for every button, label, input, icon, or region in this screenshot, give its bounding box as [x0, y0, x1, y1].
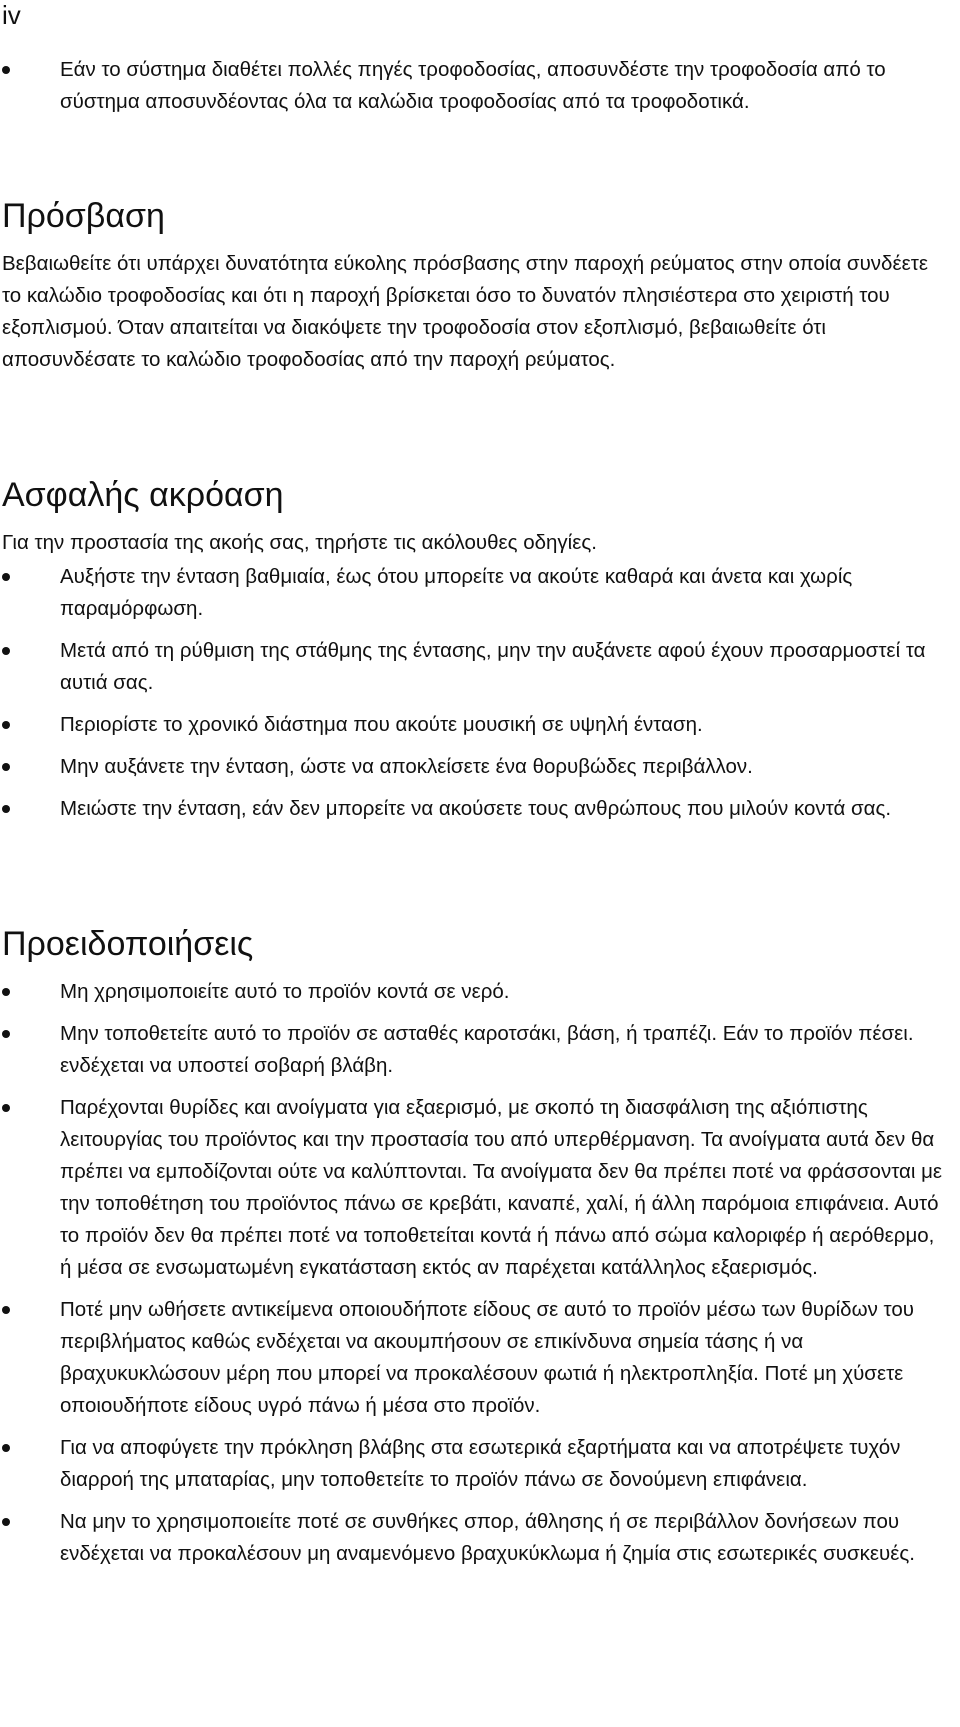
warnings-section	[0, 924, 960, 1580]
list-item-text: Μη χρησιμοποιείτε αυτό το προϊόν κοντά σε νερό.	[60, 980, 510, 1003]
list-item	[0, 751, 950, 783]
list-item-text: Ποτέ μην ωθήσετε αντικείμενα οποιουδήποτε είδους σε αυτό το προϊόν μέσω των θυρίδων του περιβλήματος καθώς ενδέχεται να ακουμπήσουν σε επικίνδυνα σημεία τάσης ή να βραχυκυκλώσουν μέρη που μπορεί να προκαλέσουν φωτιά ή ηλεκτροπληξία. Ποτέ μη χύσετε οποιουδήποτε είδους υγρό πάνω ή μέσα στο προϊόν.	[60, 1298, 914, 1417]
access-paragraph: Βεβαιωθείτε ότι υπάρχει δυνατότητα εύκολης πρόσβασης στην παροχή ρεύματος στην οποία συνδέετε το καλώδιο τροφοδοσίας και ότι η παροχή βρίσκεται όσο το δυνατόν πλησιέστερα στο χειριστή του εξοπλισμού. Όταν απαιτείται να διακόψετε την τροφοδοσία στον εξοπλισμό, βεβαιωθείτε ότι αποσυνδέσατε το καλώδιο τροφοδοσίας από την παροχή ρεύματος.	[2, 252, 928, 371]
bullet-icon	[2, 573, 10, 581]
list-item-text: Για να αποφύγετε την πρόκληση βλάβης στα εσωτερικά εξαρτήματα και να αποτρέψετε τυχόν διαρροή της μπαταρίας, μην τοποθετείτε το προϊόν πάνω σε δονούμενη επιφάνεια.	[60, 1436, 901, 1491]
list-item-text: Αυξήστε την ένταση βαθμιαία, έως ότου μπορείτε να ακούτε καθαρά και άνετα και χωρίς παραμόρφωση.	[60, 565, 853, 620]
list-item	[0, 1018, 950, 1082]
hearing-intro: Για την προστασία της ακοής σας, τηρήστε τις ακόλουθες οδηγίες.	[2, 531, 597, 554]
access-section	[0, 196, 960, 376]
list-item	[0, 561, 950, 625]
list-item-text: Παρέχονται θυρίδες και ανοίγματα για εξαερισμό, με σκοπό τη διασφάλιση της αξιόπιστης λειτουργίας του προϊόντος και την προστασία του από υπερθέρμανση. Τα ανοίγματα αυτά δεν θα πρέπει να εμποδίζονται ούτε να καλύπτονται. Τα ανοίγματα δεν θα πρέπει ποτέ να φράσσονται με την τοποθέτηση του προϊόντος πάνω σε κρεβάτι, καναπέ, χαλί, ή άλλη παρόμοια επιφάνεια. Αυτό το προϊόν δεν θα πρέπει ποτέ να τοποθετείται κοντά ή πάνω από σώμα καλοριφέρ ή αερόθερμο, ή μέσα σε ενσωματωμένη εγκατάσταση εκτός αν παρέχεται κατάλληλος εξαερισμός.	[60, 1096, 943, 1279]
bullet-icon	[2, 1518, 10, 1526]
bullet-icon	[2, 1444, 10, 1452]
bullet-icon	[2, 988, 10, 996]
list-item-text: Εάν το σύστημα διαθέτει πολλές πηγές τροφοδοσίας, αποσυνδέστε την τροφοδοσία από το σύστημα αποσυνδέοντας όλα τα καλώδια τροφοδοσίας από τα τροφοδοτικά.	[60, 58, 886, 113]
list-item	[0, 709, 950, 741]
bullet-icon	[2, 1104, 10, 1112]
list-item	[0, 1294, 950, 1422]
bullet-icon	[2, 1306, 10, 1314]
intro-section	[0, 54, 960, 118]
bullet-icon	[2, 1030, 10, 1038]
list-item	[0, 54, 950, 118]
list-item-text: Περιορίστε το χρονικό διάστημα που ακούτε μουσική σε υψηλή ένταση.	[60, 713, 703, 736]
bullet-icon	[2, 66, 10, 74]
section-heading-warnings: Προειδοποιήσεις	[2, 925, 254, 963]
list-item	[0, 976, 950, 1008]
bullet-icon	[2, 805, 10, 813]
bullet-icon	[2, 721, 10, 729]
warnings-bullet-list	[0, 976, 960, 1570]
section-heading-access: Πρόσβαση	[2, 197, 165, 235]
list-item-text: Μην τοποθετείτε αυτό το προϊόν σε ασταθές καροτσάκι, βάση, ή τραπέζι. Εάν το προϊόν πέσει. ενδέχεται να υποστεί σοβαρή βλάβη.	[60, 1022, 914, 1077]
bullet-icon	[2, 647, 10, 655]
page-number: iv	[2, 0, 21, 30]
list-item-text: Μειώστε την ένταση, εάν δεν μπορείτε να ακούσετε τους ανθρώπους που μιλούν κοντά σας.	[60, 797, 892, 820]
hearing-bullet-list	[0, 561, 960, 825]
list-item	[0, 635, 950, 699]
list-item-text: Μετά από τη ρύθμιση της στάθμης της έντασης, μην την αυξάνετε αφού έχουν προσαρμοστεί τα αυτιά σας.	[60, 639, 926, 694]
intro-bullet-list	[0, 54, 960, 118]
bullet-icon	[2, 763, 10, 771]
list-item-text: Να μην το χρησιμοποιείτε ποτέ σε συνθήκες σπορ, άθλησης ή σε περιβάλλον δονήσεων που ενδέχεται να προκαλέσουν μη αναμενόμενο βραχυκύκλωμα ή ζημία στις εσωτερικές συσκευές.	[60, 1510, 915, 1565]
list-item	[0, 1432, 950, 1496]
list-item-text: Μην αυξάνετε την ένταση, ώστε να αποκλείσετε ένα θορυβώδες περιβάλλον.	[60, 755, 753, 778]
list-item	[0, 1092, 950, 1284]
hearing-section	[0, 475, 960, 835]
list-item	[0, 793, 950, 825]
section-heading-hearing: Ασφαλής ακρόαση	[2, 476, 284, 514]
list-item	[0, 1506, 950, 1570]
